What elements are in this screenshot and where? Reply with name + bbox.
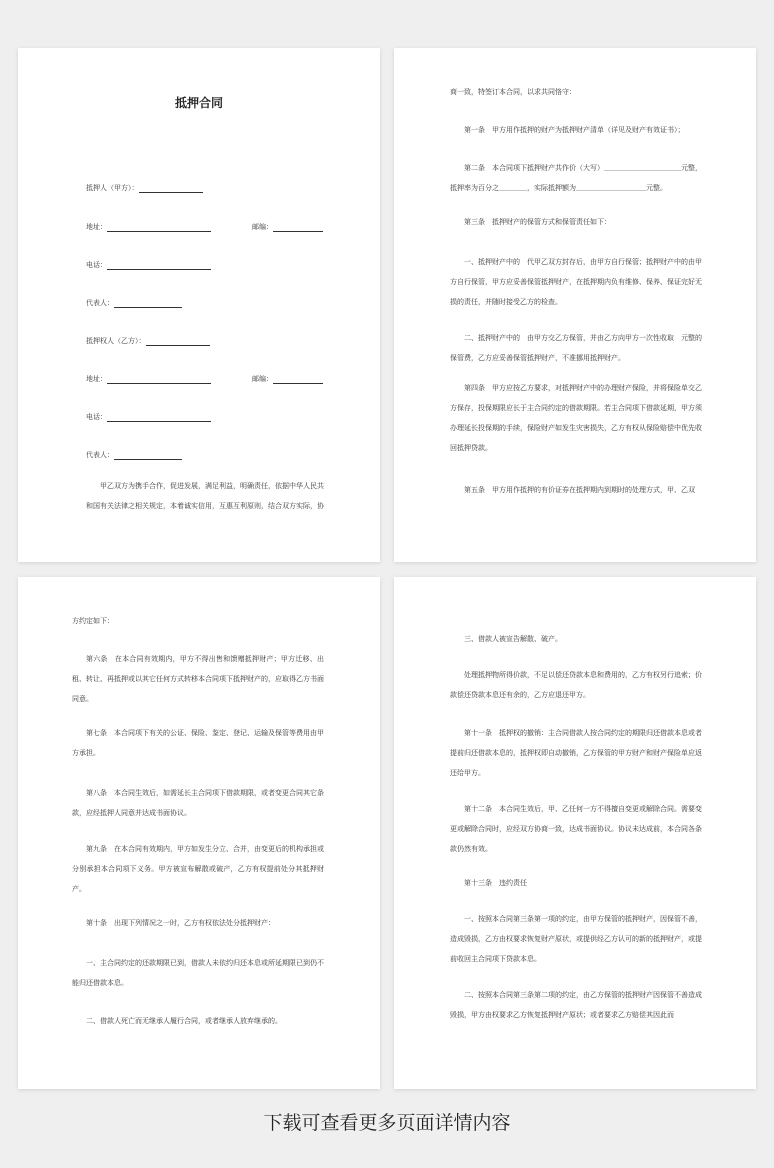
- blank-underline[interactable]: [146, 337, 210, 346]
- clause-paragraph: 三、借款人被宣告解散、破产。: [464, 635, 562, 643]
- field-label: 地址：: [86, 375, 107, 383]
- blank-underline[interactable]: [114, 299, 182, 308]
- field-label: 电话：: [86, 413, 107, 421]
- clause-paragraph: 第十一条 抵押权的撤销：主合同借款人按合同约定的期限归还借款本息或者提前归还借款本息的，抵押权即自动撤销，乙方保管的甲方财产和财产保险单应返还给甲方。: [450, 729, 702, 777]
- form-field: [252, 375, 323, 384]
- clause-paragraph: 二、抵押财产中的 由甲方交乙方保管，并由乙方向甲方一次性收取 元整的保管费，乙方应妥善保管抵押财产，不准挪用抵押财产。: [450, 334, 702, 362]
- form-field: [86, 337, 210, 346]
- clause-paragraph: 第五条 甲方用作抵押的有价证券在抵押期内到期时的处理方式，甲、乙双: [464, 486, 695, 494]
- field-label: 地址：: [86, 223, 107, 231]
- blank-underline[interactable]: [107, 413, 211, 422]
- clause-paragraph: 第十三条 违约责任: [464, 879, 527, 887]
- clause-paragraph: 处理抵押物所得价款，不足以偿还贷款本息和费用的，乙方有权另行追索；价款偿还贷款本息还有余的，乙方应退还甲方。: [450, 671, 702, 699]
- clause-paragraph: 第三条 抵押财产的保管方式和保管责任如下：: [464, 218, 611, 226]
- field-label: 抵押人（甲方）：: [86, 184, 139, 192]
- form-field: [86, 299, 182, 308]
- field-label: 邮编：: [252, 375, 273, 383]
- blank-underline[interactable]: [273, 375, 323, 384]
- clause-paragraph: 商一致，特签订本合同，以求共同恪守：: [450, 88, 576, 96]
- clause-paragraph: 第一条 甲方用作抵押的财产为抵押财产清单（详见及财产有效证书）；: [464, 126, 685, 134]
- intro-paragraph: 甲乙双方为携手合作，促进发展，满足利益，明确责任，依据中华人民共和国有关法律之相关规定，本着诚实信用，互惠互利原则，结合双方实际，协: [86, 482, 324, 510]
- blank-underline[interactable]: [139, 184, 203, 193]
- clause-paragraph: 二、借款人死亡而无继承人履行合同，或者继承人放弃继承的。: [86, 1017, 282, 1025]
- form-field: [86, 451, 182, 460]
- clause-paragraph: 第二条 本合同项下抵押财产共作价（大写）＿＿＿＿＿＿＿＿＿＿＿元整，抵押率为百分之＿＿＿＿，实际抵押额为＿＿＿＿＿＿＿＿＿＿元整。: [450, 164, 702, 192]
- clause-paragraph: 方约定如下：: [72, 617, 114, 625]
- contract-page-3: [18, 577, 380, 1089]
- form-field: [252, 223, 323, 232]
- clause-paragraph: 一、按照本合同第三条第一项的约定，由甲方保管的抵押财产，因保管不善，造成毁损，乙方由权要求恢复财产原状，或提供经乙方认可的新的抵押财产，或提前收回主合同项下贷款本息。: [450, 915, 702, 963]
- form-field: [86, 261, 211, 270]
- field-label: 代表人：: [86, 299, 114, 307]
- document-title: 抵押合同: [174, 96, 223, 110]
- blank-underline[interactable]: [107, 261, 211, 270]
- clause-paragraph: 第七条 本合同项下有关的公证、保险、鉴定、登记、运输及保管等费用由甲方承担。: [72, 729, 324, 757]
- form-field: [86, 413, 211, 422]
- form-field: [86, 223, 211, 232]
- field-label: 抵押权人（乙方）：: [86, 337, 146, 345]
- blank-underline[interactable]: [273, 223, 323, 232]
- blank-underline[interactable]: [107, 223, 211, 232]
- clause-paragraph: 第九条 在本合同有效期内，甲方如发生分立、合并，由变更后的机构承担或分别承担本合同项下义务。甲方被宣布解散或破产，乙方有权提前处分其抵押财产。: [72, 845, 324, 893]
- clause-paragraph: 第十条 出现下列情况之一时，乙方有权依法处分抵押财产：: [86, 919, 275, 927]
- form-field: [86, 184, 203, 193]
- clause-paragraph: 一、抵押财产中的 代甲乙双方封存后，由甲方自行保管；抵押财产中的由甲方自行保管，甲方应妥善保管抵押财产，在抵押期内负有维修、保养、保证完好无损的责任，并随时接受乙方的检查。: [450, 258, 702, 306]
- clause-paragraph: 第八条 本合同生效后，如需延长主合同项下借款期限，或者变更合同其它条款，应经抵押人同意并达成书面协议。: [72, 789, 324, 817]
- clause-paragraph: 一、主合同约定的还款期限已到，借款人未依约归还本息或所延期限已到仍不能归还借款本息。: [72, 959, 324, 987]
- blank-underline[interactable]: [114, 451, 182, 460]
- field-label: 邮编：: [252, 223, 273, 231]
- clause-paragraph: 第六条 在本合同有效期内，甲方不得出售和馈赠抵押财产；甲方迁移、出租、转让、再抵押或以其它任何方式转移本合同项下抵押财产的，应取得乙方书面同意。: [72, 655, 324, 703]
- form-field: [86, 375, 211, 384]
- clause-paragraph: 第十二条 本合同生效后，甲、乙任何一方不得擅自变更或解除合同。需要变更或解除合同时，应经双方协商一致，达成书面协议。协议未达成前，本合同各条款仍然有效。: [450, 805, 702, 853]
- field-label: 代表人：: [86, 451, 114, 459]
- field-label: 电话：: [86, 261, 107, 269]
- clause-paragraph: 第四条 甲方应按乙方要求，对抵押财产中的办理财产保险，并将保险单交乙方保存，投保期限应长于主合同约定的借款期限。若主合同项下借款延期，甲方须办理延长投保期的手续，保险财产如发生灾害损失，乙方有权从保险赔偿中优先收回抵押贷款。: [450, 384, 702, 452]
- download-more-link[interactable]: 下载可查看更多页面详情内容: [263, 1112, 511, 1134]
- contract-page-2: [394, 48, 756, 562]
- blank-underline[interactable]: [107, 375, 211, 384]
- clause-paragraph: 二、按照本合同第三条第二项的约定，由乙方保管的抵押财产因保管不善造成毁损，甲方由权要求乙方恢复抵押财产原状；或者要求乙方赔偿其因此而: [450, 991, 702, 1019]
- contract-page-1: [18, 48, 380, 562]
- contract-page-4: [394, 577, 756, 1089]
